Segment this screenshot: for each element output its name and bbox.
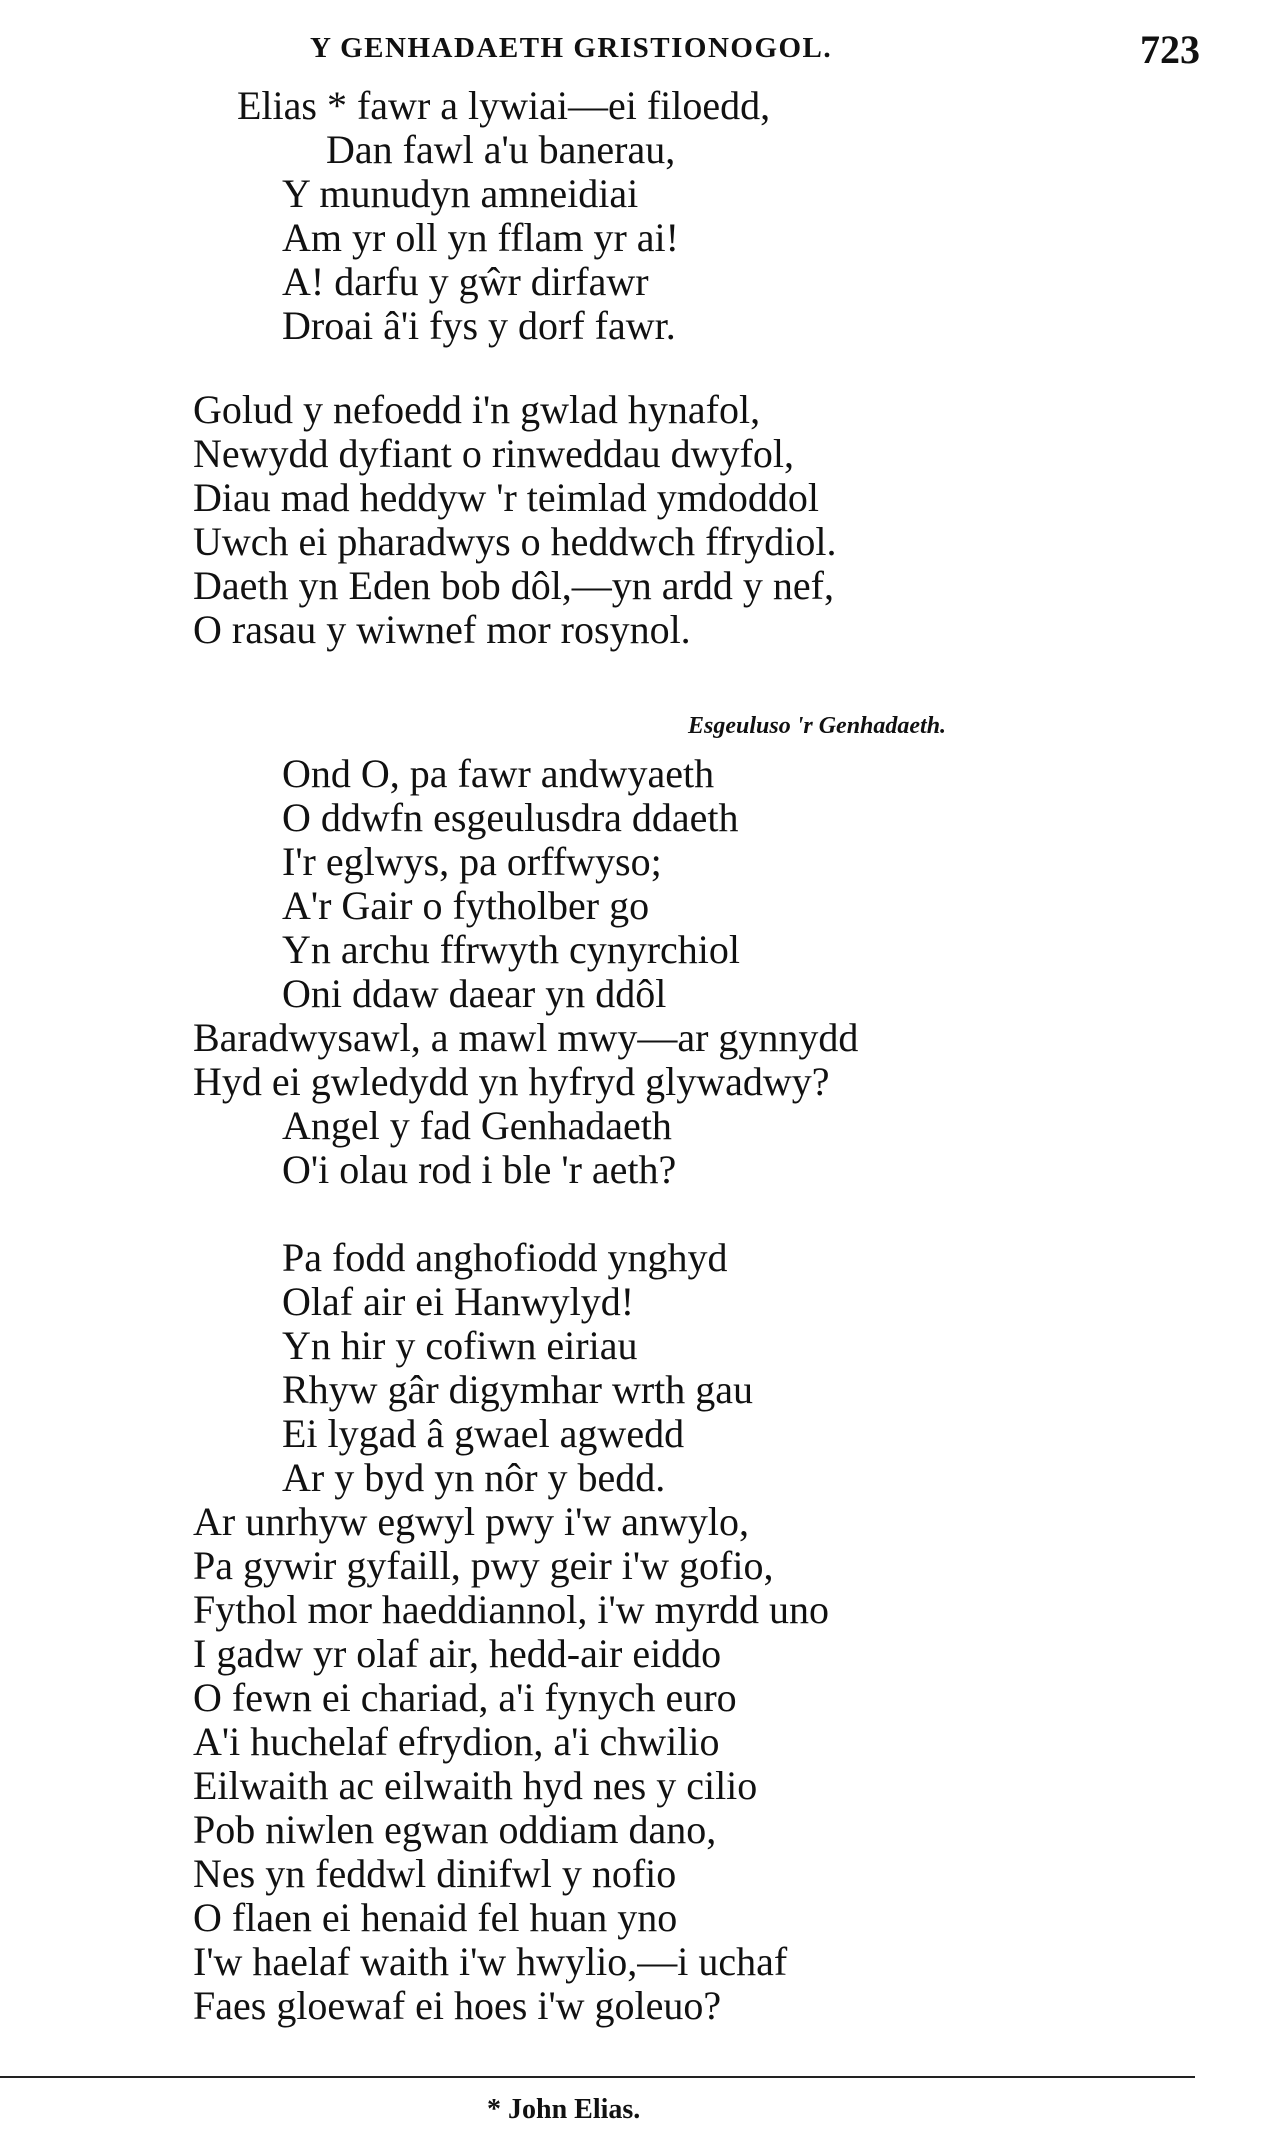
verse-line: Pob niwlen egwan oddiam dano, [193, 1807, 717, 1852]
verse-line: Hyd ei gwledydd yn hyfryd glywadwy? [193, 1059, 830, 1104]
verse-line: Eilwaith ac eilwaith hyd nes y cilio [193, 1763, 758, 1808]
verse-line: O flaen ei henaid fel huan yno [193, 1895, 678, 1940]
verse-line: Droai â'i fys y dorf fawr. [282, 303, 676, 348]
verse-line: Pa fodd anghofiodd ynghyd [282, 1235, 728, 1280]
verse-line: Yn hir y cofiwn eiriau [282, 1323, 638, 1368]
running-head [0, 26, 1269, 76]
running-title: Y GENHADAETH GRISTIONOGOL. [310, 32, 833, 64]
verse-line: Ond O, pa fawr andwyaeth [282, 751, 715, 796]
verse-line: A'r Gair o fytholber go [282, 883, 650, 928]
verse-line: Uwch ei pharadwys o heddwch ffrydiol. [193, 519, 837, 564]
verse-line: Faes gloewaf ei hoes i'w goleuo? [193, 1983, 722, 2028]
verse-line: Am yr oll yn fflam yr ai! [282, 215, 679, 260]
footnote: * John Elias. [487, 2094, 641, 2125]
verse-line: Newydd dyfiant o rinweddau dwyfol, [193, 431, 794, 476]
verse-line: A! darfu y gŵr dirfawr [282, 259, 649, 304]
verse-line: Golud y nefoedd i'n gwlad hynafol, [193, 387, 761, 432]
page-number: 723 [1140, 27, 1200, 72]
verse-line: Diau mad heddyw 'r teimlad ymdoddol [193, 475, 819, 520]
verse-line: Yn archu ffrwyth cynyrchiol [282, 927, 741, 972]
verse-line: Ei lygad â gwael agwedd [282, 1411, 685, 1456]
verse-line: Rhyw gâr digymhar wrth gau [282, 1367, 754, 1412]
verse-line: O ddwfn esgeulusdra ddaeth [282, 795, 739, 840]
footnote-rule [0, 2076, 1195, 2078]
verse-line: O'i olau rod i ble 'r aeth? [282, 1147, 677, 1192]
verse-line: I gadw yr olaf air, hedd-air eiddo [193, 1631, 722, 1676]
verse-line: Baradwysawl, a mawl mwy—ar gynnydd [193, 1015, 859, 1060]
verse-line: O fewn ei chariad, a'i fynych euro [193, 1675, 737, 1720]
verse-line: Daeth yn Eden bob dôl,—yn ardd y nef, [193, 563, 834, 608]
verse-line: Ar y byd yn nôr y bedd. [282, 1455, 666, 1500]
section-heading: Esgeuluso 'r Genhadaeth. [688, 713, 947, 739]
verse-line: Ar unrhyw egwyl pwy i'w anwylo, [193, 1499, 750, 1544]
verse-line: Oni ddaw daear yn ddôl [282, 971, 667, 1016]
verse-line: Pa gywir gyfaill, pwy geir i'w gofio, [193, 1543, 774, 1588]
verse-line: I'w haelaf waith i'w hwylio,—i uchaf [193, 1939, 788, 1984]
verse-line: Dan fawl a'u banerau, [326, 127, 676, 172]
verse-line: Olaf air ei Hanwylyd! [282, 1279, 635, 1324]
verse-line: I'r eglwys, pa orffwyso; [282, 839, 662, 884]
verse-line: O rasau y wiwnef mor rosynol. [193, 607, 691, 652]
verse-line: Elias * fawr a lywiai—ei filoedd, [237, 83, 771, 128]
verse-line: Y munudyn amneidiai [282, 171, 639, 216]
verse-line: Fythol mor haeddiannol, i'w myrdd uno [193, 1587, 830, 1632]
verse-line: Nes yn feddwl dinifwl y nofio [193, 1851, 677, 1896]
verse-line: A'i huchelaf efrydion, a'i chwilio [193, 1719, 720, 1764]
verse-line: Angel y fad Genhadaeth [282, 1103, 672, 1148]
